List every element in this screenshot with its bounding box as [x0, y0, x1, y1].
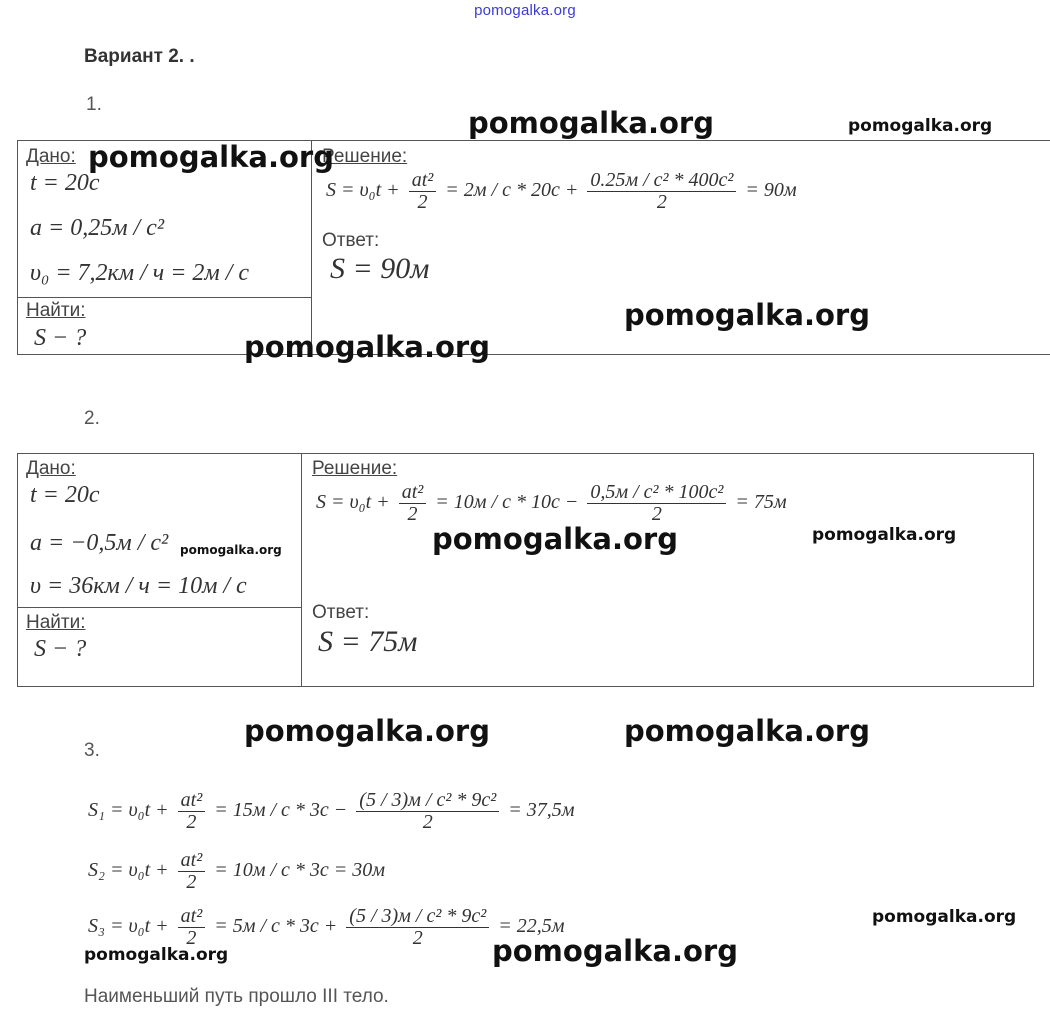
- problem-2-given-find-divider: [17, 607, 301, 608]
- given-line: υ₀ = 7,2км / ч = 2м / с: [30, 260, 250, 286]
- equation-rhs: = 37,5м: [508, 799, 575, 822]
- given-line: a = −0,5м / c²: [30, 530, 169, 556]
- fraction-numerator: at²: [178, 850, 206, 872]
- watermark-text: pomogalka.org: [432, 522, 678, 556]
- problem-1-number: 1.: [86, 94, 102, 115]
- fraction: [178, 906, 206, 949]
- solution-label: Решение:: [322, 146, 408, 167]
- watermark-text: pomogalka.org: [468, 106, 714, 140]
- equation-lhs: S₁ = υ₀t +: [88, 799, 169, 822]
- equation-rhs: = 22,5м: [498, 915, 565, 938]
- watermark-text: pomogalka.org: [244, 330, 490, 364]
- fraction-numerator: at²: [399, 482, 427, 504]
- find-label: Найти:: [26, 300, 86, 321]
- site-header-link[interactable]: pomogalka.org: [474, 2, 576, 19]
- fraction: [178, 850, 206, 893]
- fraction-denominator: 2: [186, 927, 197, 949]
- fraction-numerator: at²: [178, 790, 206, 812]
- equation-middle: = 2м / c * 20c +: [445, 179, 579, 202]
- fraction: [587, 482, 726, 525]
- problem-3-number: 3.: [84, 740, 100, 761]
- watermark-text: pomogalka.org: [624, 298, 870, 332]
- fraction-denominator: 2: [186, 811, 197, 833]
- answer-label: Ответ:: [322, 230, 380, 251]
- equation-lhs: S = υ₀t +: [316, 491, 390, 514]
- equation-lhs: S₃ = υ₀t +: [88, 915, 169, 938]
- watermark-text: pomogalka.org: [492, 934, 738, 968]
- answer-value: S = 75м: [318, 625, 418, 658]
- fraction-denominator: 2: [651, 503, 662, 525]
- given-line: t = 20c: [30, 482, 100, 508]
- problem-3-equation-1: [88, 790, 575, 833]
- fraction-numerator: 0.25м / c² * 400c²: [587, 170, 736, 192]
- watermark-text: pomogalka.org: [244, 714, 490, 748]
- solution-equation: [326, 170, 797, 213]
- find-value: S − ?: [34, 636, 87, 662]
- fraction-numerator: at²: [409, 170, 437, 192]
- equation-lhs: S = υ₀t +: [326, 179, 400, 202]
- fraction-denominator: 2: [186, 871, 197, 893]
- watermark-text: pomogalka.org: [88, 140, 334, 174]
- given-line: a = 0,25м / c²: [30, 215, 165, 241]
- watermark-text: pomogalka.org: [84, 945, 229, 965]
- watermark-text: pomogalka.org: [624, 714, 870, 748]
- watermark-text: pomogalka.org: [848, 116, 993, 136]
- equation-middle: = 10м / c * 10c −: [435, 491, 579, 514]
- fraction: [409, 170, 437, 213]
- fraction-numerator: 0,5м / c² * 100c²: [587, 482, 726, 504]
- equation-rhs: = 90м: [745, 179, 797, 202]
- equation-middle: = 15м / c * 3c −: [214, 799, 348, 822]
- solution-label: Решение:: [312, 458, 398, 479]
- fraction: [587, 170, 736, 213]
- conclusion-text: Наименьший путь прошло III тело.: [84, 986, 389, 1007]
- fraction: [356, 790, 499, 833]
- fraction: [178, 790, 206, 833]
- answer-value: S = 90м: [330, 252, 430, 285]
- answer-label: Ответ:: [312, 602, 370, 623]
- find-value: S − ?: [34, 325, 87, 351]
- fraction-denominator: 2: [422, 811, 433, 833]
- fraction: [346, 906, 489, 949]
- watermark-text: pomogalka.org: [180, 543, 282, 557]
- fraction: [399, 482, 427, 525]
- given-line: t = 20c: [30, 170, 100, 196]
- fraction-denominator: 2: [417, 191, 428, 213]
- fraction-numerator: (5 / 3)м / c² * 9c²: [346, 906, 489, 928]
- given-label: Дано:: [26, 458, 76, 479]
- fraction-denominator: 2: [412, 927, 423, 949]
- fraction-denominator: 2: [656, 191, 667, 213]
- equation-middle: = 10м / c * 3c = 30м: [214, 859, 386, 882]
- equation-middle: = 5м / c * 3c +: [214, 915, 338, 938]
- watermark-text: pomogalka.org: [812, 525, 957, 545]
- problem-2-divider: [301, 453, 302, 687]
- equation-lhs: S₂ = υ₀t +: [88, 859, 169, 882]
- given-line: υ = 36км / ч = 10м / с: [30, 573, 247, 599]
- problem-1-given-find-divider: [17, 297, 311, 298]
- watermark-text: pomogalka.org: [872, 907, 1017, 927]
- equation-rhs: = 75м: [735, 491, 787, 514]
- variant-title: Вариант 2. .: [84, 46, 195, 67]
- fraction-numerator: at²: [178, 906, 206, 928]
- given-label: Дано:: [26, 146, 76, 167]
- problem-2-number: 2.: [84, 408, 100, 429]
- problem-3-equation-2: [88, 850, 385, 893]
- fraction-numerator: (5 / 3)м / c² * 9c²: [356, 790, 499, 812]
- find-label: Найти:: [26, 612, 86, 633]
- solution-equation: [316, 482, 787, 525]
- fraction-denominator: 2: [407, 503, 418, 525]
